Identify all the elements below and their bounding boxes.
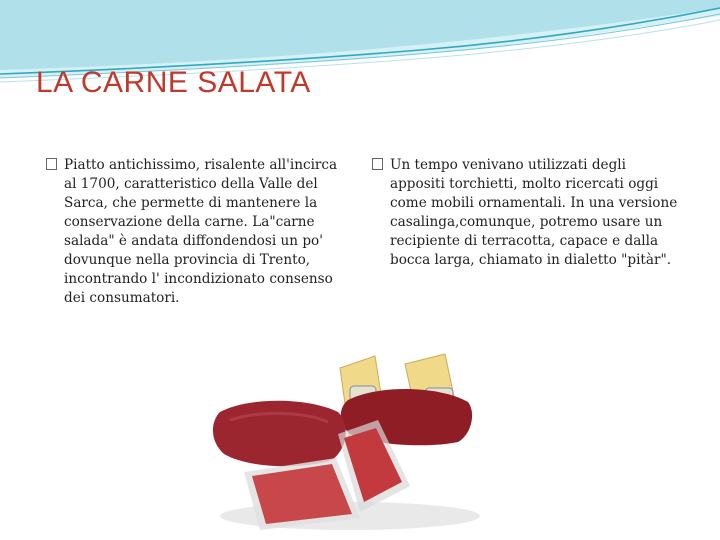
carne-salata-photo [200, 316, 492, 540]
square-bullet-icon [46, 158, 57, 170]
left-text-block [46, 156, 346, 308]
right-text-block [372, 156, 680, 270]
right-paragraph: Un tempo venivano utilizzati degli appositi torchietti, molto ricercati oggi come mobili ornamentali. In una versione casalinga,comunque, potremo usare un recipiente di terracotta, capace e dalla bocca larga, chiamato in dialetto "pitàr". [390, 157, 678, 268]
left-paragraph: Piatto antichissimo, risalente all'incirca al 1700, caratteristico della Valle del Sarca, che permette di mantenere la conservazione della carne. La"carne salada" è andata diffondendosi un po' dovunque nella provincia di Trento, incontrando l' incondizionato consenso dei consumatori. [64, 157, 338, 306]
square-bullet-icon [372, 158, 383, 170]
slide-title: LA CARNE SALATA [36, 66, 311, 99]
